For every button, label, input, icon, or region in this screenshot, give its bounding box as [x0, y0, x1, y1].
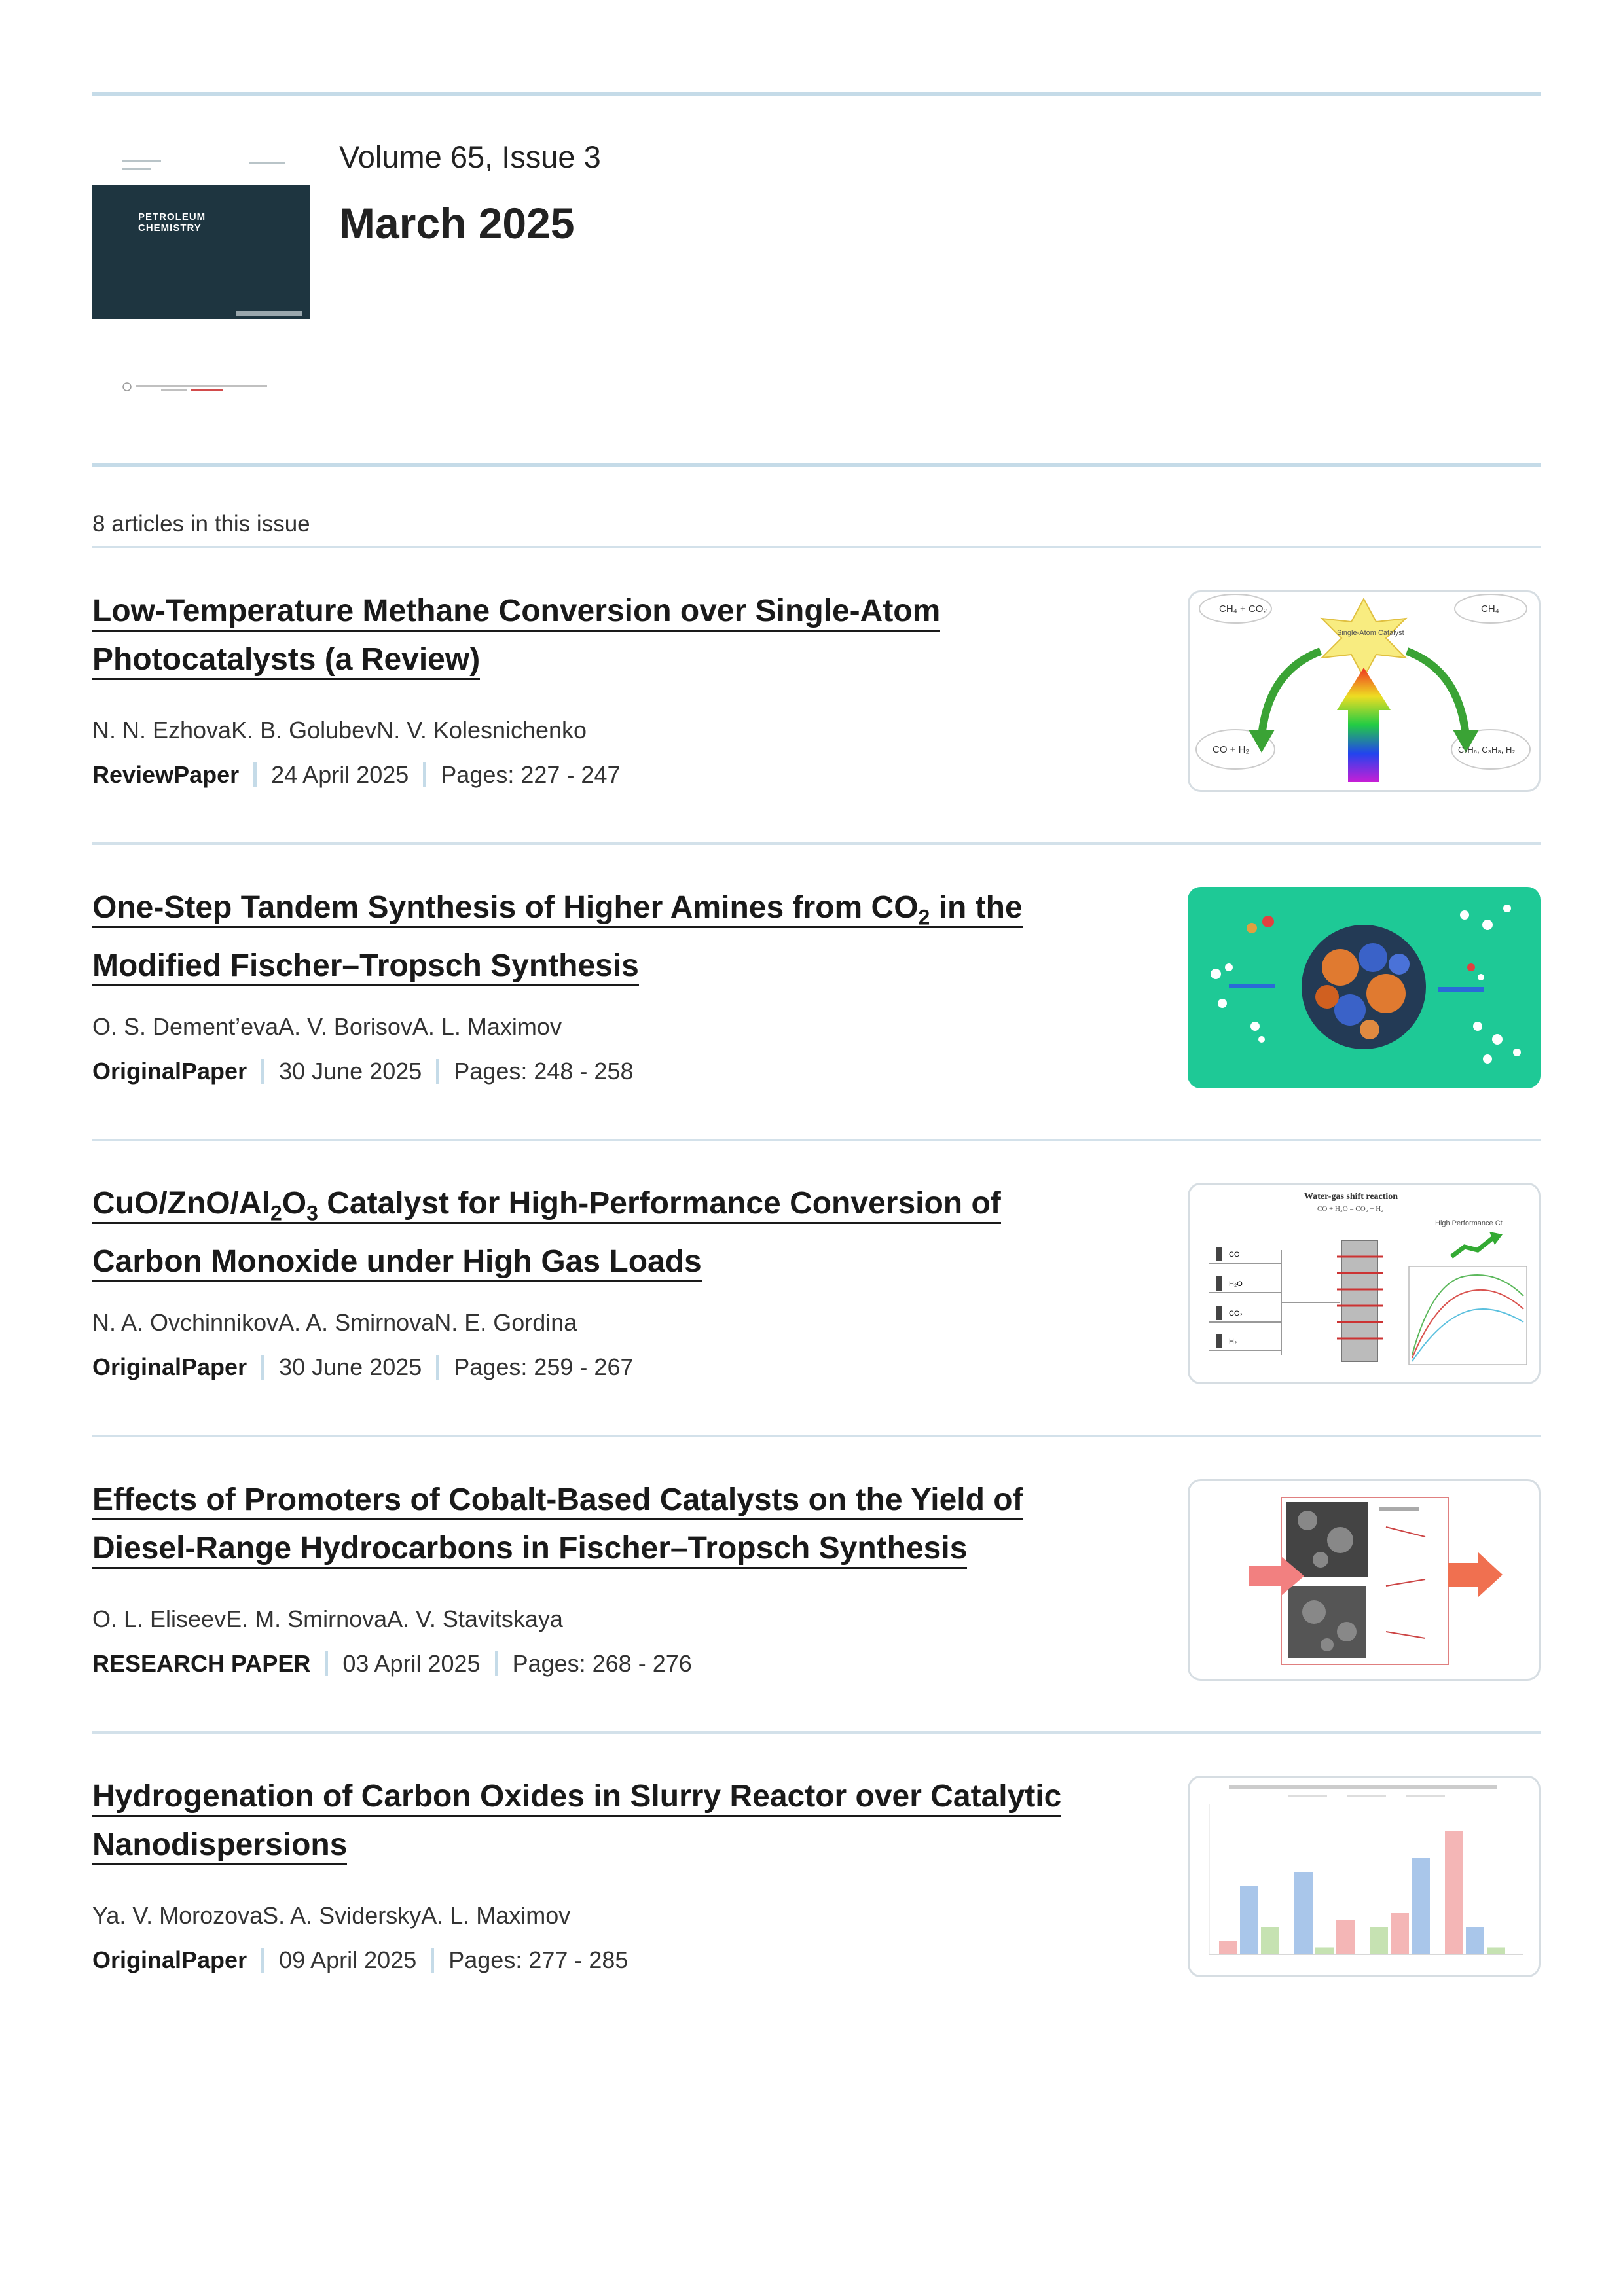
thumb-chart-bar [1315, 1948, 1334, 1955]
meta-separator [423, 762, 426, 787]
header-bottom-rule [92, 463, 1541, 467]
meta-separator [261, 1059, 264, 1084]
article-date: 30 June 2025 [279, 1354, 422, 1380]
issue-date: March 2025 [339, 199, 575, 247]
article-meta [92, 1650, 692, 1677]
thumb-label: CO + H₂ [1213, 744, 1250, 755]
article-date: 30 June 2025 [279, 1058, 422, 1085]
article-meta [92, 1946, 628, 1974]
cover-band [92, 185, 310, 319]
article-type: RESEARCH PAPER [92, 1650, 311, 1677]
article-authors: N. A. OvchinnikovA. A. SmirnovaN. E. Gordina [92, 1309, 577, 1336]
article-title-link[interactable]: Low-Temperature Methane Conversion over Single-Atom Photocatalysts (a Review) [92, 587, 1114, 684]
meta-separator [261, 1948, 264, 1973]
article-thumbnail[interactable] [1188, 590, 1541, 792]
thumb-chart-bar [1261, 1927, 1279, 1954]
thumb-label: Single-Atom Catalyst [1337, 629, 1404, 637]
meta-separator [431, 1948, 434, 1973]
cover-title: PETROLEUM CHEMISTRY [138, 211, 206, 234]
article-pages: Pages: 227 - 247 [441, 761, 621, 788]
volume-issue: Volume 65, Issue 3 [339, 139, 601, 174]
article-divider [92, 1435, 1541, 1437]
article-pages: Pages: 248 - 258 [454, 1058, 634, 1085]
article-type: ReviewPaper [92, 761, 240, 788]
thumb-chart-bar [1336, 1920, 1355, 1955]
article-type: OriginalPaper [92, 1946, 247, 1973]
article-type: OriginalPaper [92, 1058, 247, 1085]
article-thumbnail[interactable] [1188, 1776, 1541, 1977]
meta-separator [495, 1651, 498, 1676]
article-authors: Ya. V. MorozovaS. A. SviderskyA. L. Maximov [92, 1902, 571, 1929]
article-authors: N. N. EzhovaK. B. GolubevN. V. Kolesnichenko [92, 717, 587, 744]
meta-separator [436, 1059, 439, 1084]
article-meta [92, 1354, 633, 1381]
cover-publisher-logo [122, 382, 285, 392]
thumb-chart-bar [1391, 1913, 1409, 1954]
thumb-label: CO [1229, 1251, 1240, 1259]
article-divider [92, 842, 1541, 845]
article-type: OriginalPaper [92, 1354, 247, 1380]
article-thumbnail[interactable] [1188, 887, 1541, 1088]
thumb-label: CO + H₂O = CO₂ + H₂ [1317, 1205, 1384, 1213]
meta-separator [436, 1355, 439, 1380]
header-top-rule [92, 92, 1541, 96]
article-divider [92, 1731, 1541, 1734]
article-authors: O. S. Dement’evaA. V. BorisovA. L. Maximov [92, 1013, 562, 1040]
cover-text-line [249, 162, 285, 164]
article-count: 8 articles in this issue [92, 511, 310, 537]
thumb-chart-bar [1487, 1948, 1505, 1955]
cover-text-line [122, 168, 151, 170]
article-date: 24 April 2025 [271, 761, 409, 788]
thumb-label: C₂H₆, C₃H₈, H₂ [1458, 745, 1516, 755]
article-date: 09 April 2025 [279, 1946, 417, 1973]
article-title-link[interactable]: Effects of Promoters of Cobalt-Based Catalysts on the Yield of Diesel-Range Hydrocarbons in Fischer–Tropsch Synthesis [92, 1476, 1114, 1573]
thumb-chart-bar [1412, 1858, 1430, 1954]
thumb-chart-bar [1370, 1927, 1388, 1954]
meta-separator [261, 1355, 264, 1380]
thumb-bar-chart [1190, 1778, 1539, 1975]
thumb-chart-bar [1240, 1886, 1258, 1954]
thumb-chart-bar [1294, 1872, 1313, 1954]
article-title-link[interactable]: Hydrogenation of Carbon Oxides in Slurry Reactor over Catalytic Nanodispersions [92, 1772, 1114, 1869]
thumb-label: High Performance Ct [1435, 1219, 1503, 1227]
article-authors: O. L. EliseevE. M. SmirnovaA. V. Stavitskaya [92, 1605, 563, 1632]
article-pages: Pages: 268 - 276 [512, 1650, 692, 1677]
thumb-label: H₂ [1229, 1338, 1237, 1346]
article-meta [92, 1058, 633, 1085]
article-date: 03 April 2025 [342, 1650, 481, 1677]
article-title-link[interactable]: CuO/$ZnO/Al_2O_3$ Catalyst for High-Performance Conversion of Carbon Monoxide under High Gas Loads [92, 1179, 1114, 1286]
article-thumbnail[interactable] [1188, 1183, 1541, 1384]
meta-separator [325, 1651, 328, 1676]
thumb-chart-bar [1219, 1941, 1237, 1954]
article-pages: Pages: 259 - 267 [454, 1354, 634, 1380]
thumb-chart-bar [1445, 1831, 1463, 1954]
thumb-label: CH₄ [1481, 603, 1499, 615]
meta-separator [253, 762, 257, 787]
thumb-chart-bar [1466, 1927, 1484, 1954]
article-meta [92, 761, 621, 789]
cover-bar [236, 311, 302, 316]
thumb-label: CH₄ + CO₂ [1219, 603, 1267, 615]
thumb-label: CO₂ [1229, 1310, 1243, 1318]
cover-text-line [122, 160, 161, 162]
list-top-rule [92, 546, 1541, 548]
article-pages: Pages: 277 - 285 [448, 1946, 629, 1973]
article-thumbnail[interactable] [1188, 1479, 1541, 1681]
thumb-label: Water-gas shift reaction [1304, 1192, 1398, 1202]
article-divider [92, 1139, 1541, 1141]
article-title-link[interactable]: One-Step Tandem Synthesis of Higher Amines from $CO_2$ in the Modified Fischer–Tropsch Synthesis [92, 884, 1114, 990]
journal-cover[interactable] [92, 134, 310, 417]
thumb-label: H₂O [1229, 1280, 1243, 1288]
